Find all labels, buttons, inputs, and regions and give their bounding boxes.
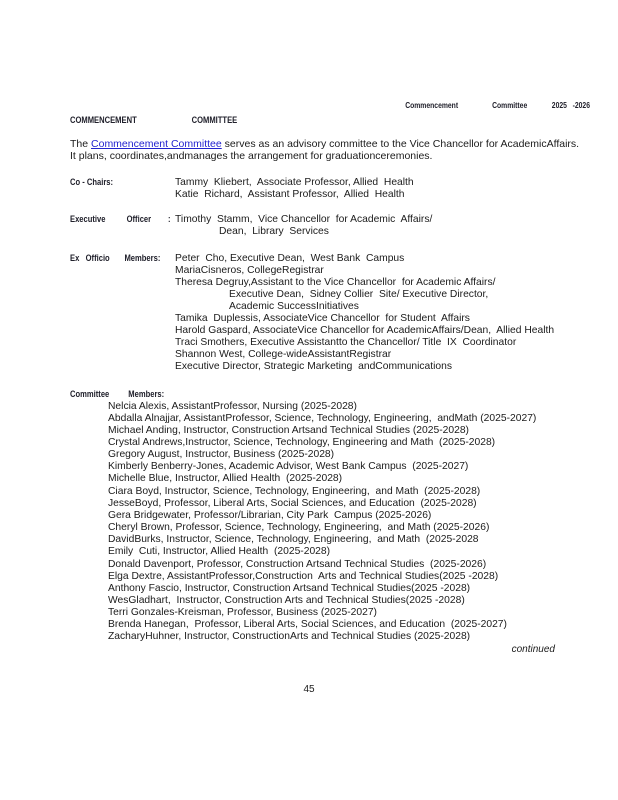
ex-officio-line: Executive Director, Strategic Marketing andCommunications [175, 361, 452, 373]
section-executive-officer [70, 214, 590, 238]
committee-member-line: Brenda Hanegan, Professor, Liberal Arts, Social Sciences, and Education (2025-2027) [108, 619, 507, 631]
ex-officio-line: Executive Dean, Sidney Collier Site/ Executive Director, [229, 288, 489, 300]
co-chair-line: Tammy Kliebert, Associate Professor, Allied Health [175, 177, 414, 189]
committee-member-line: Gera Bridgewater, Professor/Librarian, City Park Campus (2025-2026) [108, 509, 432, 521]
ex-officio-line: Harold Gaspard, AssociateVice Chancellor for AcademicAffairs/Dean, Allied Health [175, 325, 555, 337]
committee-member-line: Abdalla Alnajjar, AssistantProfessor, Science, Technology, Engineering, andMath (2025-2027) [108, 412, 537, 424]
co-chair-line: Katie Richard, Assistant Professor, Allied Health [175, 189, 405, 201]
ex-officio-line: Theresa Degruy,Assistant to the Vice Chancellor for Academic Affairs/ [175, 276, 496, 288]
section-ex-officio [70, 253, 590, 374]
ex-officio-values [175, 253, 590, 374]
committee-member-line: JesseBoyd, Professor, Liberal Arts, Social Sciences, and Education (2025-2028) [108, 497, 477, 509]
intro-paragraph [70, 139, 590, 162]
committee-members-list [108, 401, 590, 644]
continued-note: continued [511, 643, 555, 655]
intro-line2: It plans, coordinates,andmanages the arrangement for graduationceremonies. [70, 149, 433, 162]
commencement-committee-link[interactable]: Commencement Committee [91, 138, 222, 150]
committee-member-line: Gregory August, Instructor, Business (2025-2028) [108, 449, 335, 461]
section-committee-members [70, 389, 590, 644]
executive-officer-line: Dean, Library Services [219, 226, 329, 238]
ex-officio-line: MariaCisneros, CollegeRegistrar [175, 264, 324, 276]
ex-officio-line: Peter Cho, Executive Dean, West Bank Campus [175, 252, 405, 264]
ex-officio-line: Traci Smothers, Executive Assistantto the Chancellor/ Title IX Coordinator [175, 337, 517, 349]
committee-member-line: Donald Davenport, Professor, Construction Artsand Technical Studies (2025-2026) [108, 558, 487, 570]
co-chairs-values [175, 177, 590, 201]
committee-members-label [70, 389, 590, 401]
committee-member-line: Michael Anding, Instructor, Construction Artsand Technical Studies (2025-2028) [108, 424, 469, 436]
committee-member-line: Anthony Fascio, Instructor, Construction Artsand Technical Studies(2025 -2028) [108, 582, 471, 594]
ex-officio-label [70, 253, 175, 265]
intro-pre-link: The [70, 138, 92, 150]
committee-member-line: DavidBurks, Instructor, Science, Technology, Engineering, and Math (2025-2028 [108, 534, 479, 546]
running-header-text: Commencement Committee 2025 -2026 [405, 100, 590, 110]
ex-officio-line: Academic SuccessInitiatives [229, 300, 359, 312]
executive-officer-values [175, 214, 590, 238]
page-number: 45 [303, 684, 315, 695]
ex-officio-line: Tamika Duplessis, AssociateVice Chancellor for Student Affairs [175, 313, 470, 325]
ex-officio-label-text: Ex Officio Members: [70, 252, 161, 264]
ex-officio-line: Shannon West, College-wideAssistantRegistrar [175, 349, 392, 361]
committee-member-line: Cheryl Brown, Professor, Science, Technology, Engineering, and Math (2025-2026) [108, 522, 490, 534]
committee-member-line: ZacharyHuhner, Instructor, ConstructionArts and Technical Studies (2025-2028) [108, 631, 471, 643]
co-chairs-label-text: Co - Chairs: [70, 177, 114, 189]
co-chairs-label [70, 177, 175, 189]
committee-member-line: Elga Dextre, AssistantProfessor,Construction Arts and Technical Studies(2025 -2028) [108, 570, 499, 582]
executive-officer-label-text: Executive Officer : [70, 214, 171, 226]
committee-member-line: WesGladhart, Instructor, Construction Arts and Technical Studies(2025 -2028) [108, 595, 465, 606]
committee-member-line: Emily Cuti, Instructor, Allied Health (2025-2028) [108, 546, 331, 558]
executive-officer-line: Timothy Stamm, Vice Chancellor for Academic Affairs/ [175, 214, 433, 226]
page-title-text: COMMENCEMENT COMMITTEE [70, 115, 238, 126]
intro-line1-rest: serves as an advisory committee to the Vice Chancellor for AcademicAffairs. [221, 138, 580, 150]
executive-officer-label [70, 214, 175, 226]
committee-member-line: Ciara Boyd, Instructor, Science, Technology, Engineering, and Math (2025-2028) [108, 485, 481, 497]
committee-member-line: Nelcia Alexis, AssistantProfessor, Nursing (2025-2028) [108, 400, 357, 412]
running-header [70, 100, 590, 110]
page-title [70, 115, 590, 126]
committee-member-line: Kimberly Benberry-Jones, Academic Advisor, West Bank Campus (2025-2027) [108, 461, 469, 473]
committee-member-line: Crystal Andrews,Instructor, Science, Technology, Engineering and Math (2025-2028) [108, 436, 496, 448]
committee-member-line: Michelle Blue, Instructor, Allied Health (2025-2028) [108, 473, 343, 485]
committee-member-line: Terri Gonzales-Kreisman, Professor, Business (2025-2027) [108, 607, 377, 619]
committee-members-label-text: Committee Members: [70, 388, 165, 400]
section-co-chairs [70, 177, 590, 201]
